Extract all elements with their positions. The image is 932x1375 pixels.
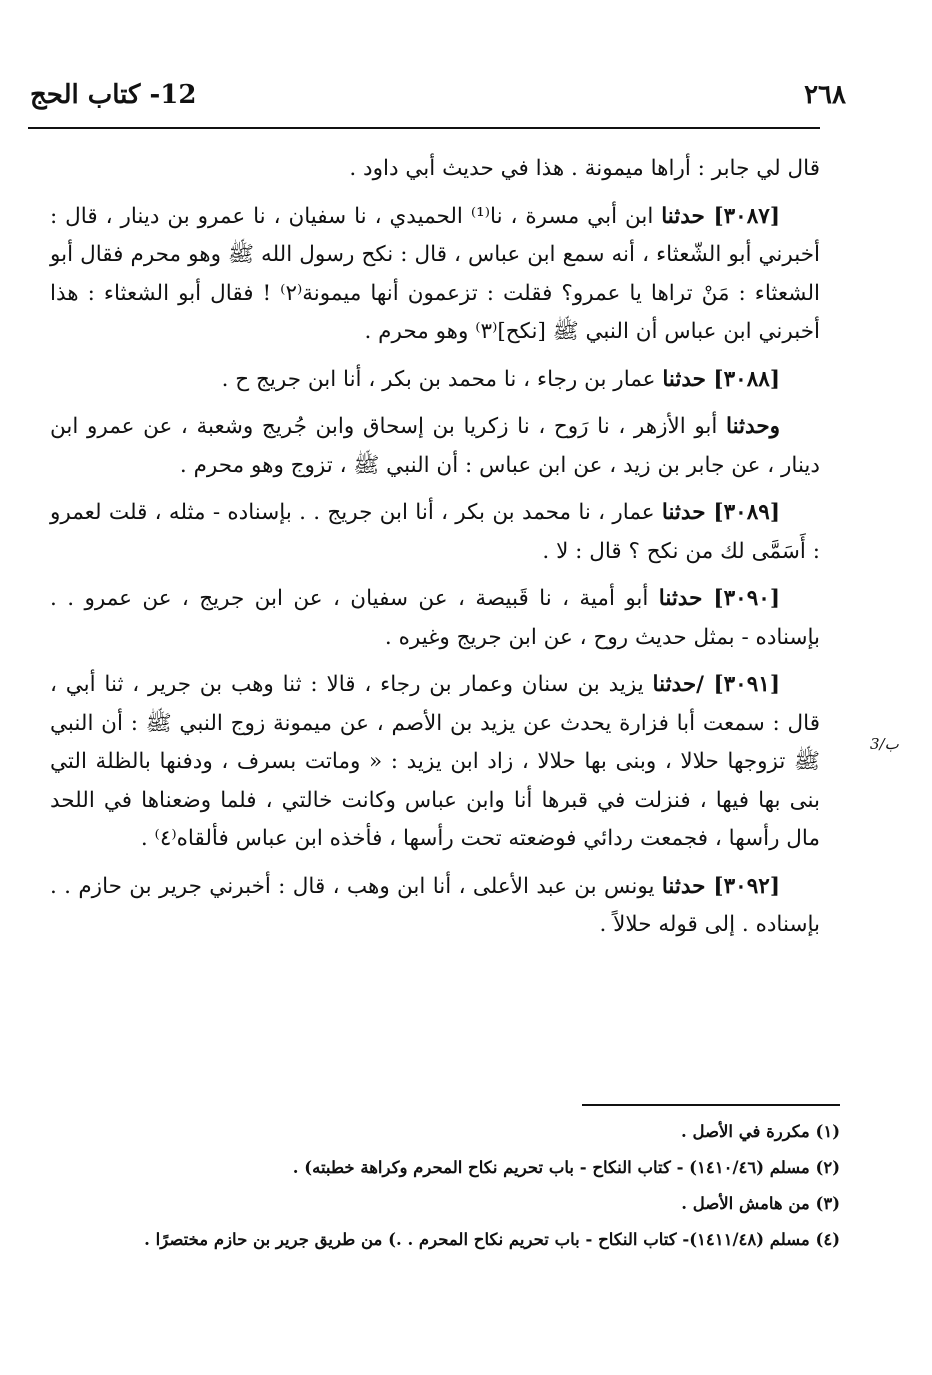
main-text (50, 150, 820, 954)
footnote-rule (582, 1104, 840, 1106)
hadith-3088 (50, 361, 820, 400)
paragraph (50, 150, 820, 189)
hadith-3088-b (50, 408, 820, 485)
paragraph-text: قال لي جابر : أراها ميمونة . هذا في حديث أبي داود . (349, 156, 820, 181)
hadith-label: [٣٠٩٢] حدثنا (661, 873, 780, 899)
hadith-3087 (50, 198, 820, 352)
footnote-2: (٢) مسلم (١٤١٠/٤٦) - كتاب النكاح - باب تحريم نكاح المحرم وكراهة خطبته) . (292, 1158, 840, 1177)
hadith-text: أبو الأزهر ، نا رَوح ، نا زكريا بن إسحاق وابن جُريج وشعبة ، عن عمرو ابن دينار ، عن جابر بن زيد ، عن ابن عباس : أن النبي ﷺ ، تزوج وهو محرم . (50, 414, 820, 478)
hadith-text: أبو أمية ، نا قَبيصة ، عن سفيان ، عن ابن جريج ، عن عمرو . . بإسناده - بمثل حديث روح ، عن ابن جريج وغيره . (50, 586, 820, 650)
hadith-label: [٣٠٩١] /حدثنا (652, 672, 781, 697)
footnotes (40, 1114, 840, 1258)
hadith-text: يزيد بن سنان وعمار بن رجاء ، قالا : ثنا وهب بن جرير ، ثنا أبي ، قال : سمعت أبا فزارة يحدث عن يزيد بن الأصم ، عن ميمونة زوج النبي ﷺ : أن النبي ﷺ تزوجها حلالا ، وبنى بها حلالا ، زاد ابن يزيد : « وماتت بسرف ، ودفنها بالظلة التي بنى بها فيها ، فنزلت في قبرها أنا وابن عباس وكانت خالتي ، فلما وضعناها في اللحد مال رأسها ، فجمعت ردائي فوضعته تحت رأسها ، فأخذه ابن عباس فألقاه⁽٤⁾ . (50, 672, 820, 851)
chapter-title: 12- كتاب الحج (30, 80, 197, 110)
hadith-3092 (50, 868, 820, 945)
hadith-label: [٣٠٨٨] حدثنا (662, 366, 780, 392)
hadith-text: يونس بن عبد الأعلى ، أنا ابن وهب ، قال : أخبرني جرير بن حازم . . بإسناده . إلى قوله حلالاً . (50, 873, 820, 937)
hadith-3090 (50, 580, 820, 657)
hadith-label: [٣٠٩٠] حدثنا (658, 586, 780, 611)
hadith-3089 (50, 494, 820, 571)
footnote-1: (١) مكررة في الأصل . (680, 1122, 840, 1141)
header-rule (28, 127, 820, 129)
page-number: ٢٦٨ (804, 80, 846, 110)
hadith-label: وحدثنا (726, 414, 780, 439)
hadith-label: [٣٠٨٧] حدثنا (661, 203, 781, 229)
hadith-text: عمار بن رجاء ، نا محمد بن بكر ، أنا ابن جريج ح . (221, 366, 663, 392)
margin-folio-note: 3/ب (870, 735, 899, 753)
hadith-3091 (50, 666, 820, 859)
footnote-4: (٤) مسلم (١٤١١/٤٨)- كتاب النكاح - باب تحريم نكاح المحرم . .) من طريق جرير بن حازم مختصرًا . (144, 1230, 840, 1249)
hadith-text: ابن أبي مسرة ، نا⁽¹⁾ الحميدي ، نا سفيان ، نا عمرو بن دينار ، قال : أخبرني أبو الشّعثاء ، أنه سمع ابن عباس ، قال : نكح رسول الله ﷺ وهو محرم فقال أبو الشعثاء : مَنْ تراها يا عمرو؟ فقلت : تزعمون أنها ميمونة⁽٢⁾ ! فقال أبو الشعثاء : هذا أخبرني ابن عباس أن النبي ﷺ [نكح]⁽٣⁾ وهو محرم . (50, 203, 820, 344)
footnote-3: (٣) من هامش الأصل . (681, 1194, 840, 1213)
hadith-label: [٣٠٨٩] حدثنا (661, 500, 780, 525)
hadith-text: عمار ، نا محمد بن بكر ، أنا ابن جريج . . بإسناده - مثله ، قلت لعمرو : أَسَمَّى لك من نكح ؟ قال : لا . (50, 500, 820, 564)
